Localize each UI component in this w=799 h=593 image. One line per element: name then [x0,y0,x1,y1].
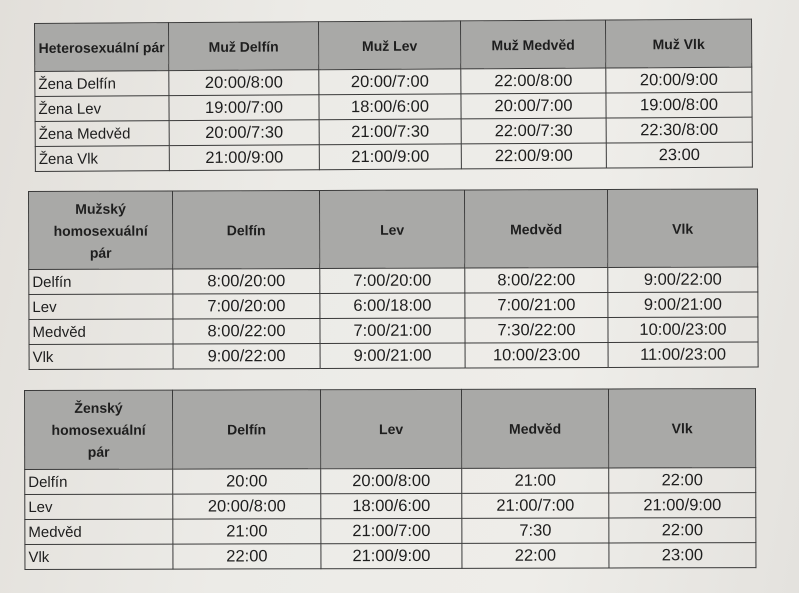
time-cell: 9:00/22:00 [608,267,758,293]
header-cell: Vlk [607,189,757,268]
time-cell: 21:00/9:00 [319,144,461,170]
row-label: Delfín [29,269,173,295]
header-cell-pair-type: Mužský homosexuální pár [29,191,173,270]
time-cell: 10:00/23:00 [608,317,758,343]
time-cell: 7:30/22:00 [465,317,608,342]
row-label: Medvěd [29,319,173,345]
header-cell-pair-type: Heterosexuální pár [35,23,169,72]
time-cell: 9:00/21:00 [608,292,758,318]
header-cell: Medvěd [461,389,608,468]
time-cell: 22:30/8:00 [606,117,752,143]
header-cell: Muž Delfín [169,22,319,71]
time-cell: 8:00/20:00 [173,268,320,294]
table-header-row [35,19,752,71]
table-row [29,342,758,370]
row-label: Žena Medvěd [35,121,169,147]
time-cell: 21:00/9:00 [169,145,319,171]
time-cell: 21:00/9:00 [609,493,756,518]
heterosexual-pair-table [34,19,753,172]
time-cell: 11:00/23:00 [608,342,758,368]
table-row [29,292,758,320]
time-cell: 7:00/21:00 [465,292,608,317]
header-cell: Muž Medvěd [460,20,605,69]
time-cell: 20:00/7:00 [461,93,606,119]
time-cell: 21:00/7:00 [462,493,609,518]
table-row [29,267,758,295]
time-cell: 8:00/22:00 [173,318,320,344]
header-cell: Muž Lev [318,21,460,70]
time-cell: 21:00/7:00 [321,518,462,543]
time-cell: 7:30 [462,518,609,543]
table-row [25,468,756,495]
time-cell: 19:00/7:00 [169,95,319,121]
time-cell: 19:00/8:00 [606,92,752,118]
time-cell: 22:00 [462,543,609,568]
time-cell: 20:00/7:30 [169,120,319,146]
time-cell: 8:00/22:00 [465,267,608,292]
time-cell: 21:00/7:30 [319,119,461,145]
table-row [25,493,756,520]
time-cell: 22:00/8:00 [461,68,606,94]
header-cell: Medvěd [464,189,607,267]
row-label: Delfín [25,469,173,494]
time-cell: 20:00/8:00 [321,468,462,493]
male-homosexual-pair-table [28,188,759,370]
row-label: Vlk [25,544,173,569]
row-label: Medvěd [25,519,173,544]
table-row [35,142,752,171]
time-cell: 22:00/7:30 [461,118,606,144]
row-label: Žena Lev [35,96,169,122]
header-cell: Vlk [608,389,755,468]
row-label: Lev [29,294,173,320]
time-cell: 18:00/6:00 [321,493,462,518]
time-cell: 7:00/20:00 [173,293,320,319]
time-cell: 18:00/6:00 [319,94,461,120]
time-cell: 22:00/9:00 [461,143,606,169]
time-cell: 20:00/7:00 [319,69,461,95]
time-cell: 22:00 [609,518,756,543]
time-cell: 20:00/8:00 [173,494,321,519]
time-cell: 7:00/21:00 [320,318,465,344]
time-cell: 21:00/9:00 [321,543,462,568]
time-cell: 22:00 [609,468,756,493]
header-cell: Lev [321,389,462,468]
time-cell: 21:00 [462,468,609,493]
row-label: Vlk [29,344,173,370]
female-homosexual-pair-table [24,388,756,570]
header-cell: Delfín [173,190,320,269]
time-cell: 10:00/23:00 [465,342,608,367]
header-cell-pair-type: Ženský homosexuální pár [25,390,173,469]
table-row [25,543,756,570]
time-cell: 20:00/9:00 [606,67,752,93]
time-cell: 9:00/21:00 [320,343,465,369]
time-cell: 23:00 [609,543,756,568]
header-cell: Delfín [173,390,321,469]
time-cell: 20:00/8:00 [169,70,319,96]
time-cell: 6:00/18:00 [320,293,465,319]
time-cell: 7:00/20:00 [320,268,465,294]
row-label: Žena Delfín [35,71,169,97]
table-header-row [29,189,758,270]
time-cell: 21:00 [173,519,321,544]
row-label: Lev [25,494,173,519]
header-cell: Lev [319,190,464,269]
time-cell: 9:00/22:00 [173,343,320,369]
time-cell: 23:00 [606,142,752,168]
time-cell: 22:00 [173,544,321,569]
table-row [25,518,756,545]
row-label: Žena Vlk [35,146,169,172]
table-row [29,317,758,345]
header-cell: Muž Vlk [605,19,751,68]
table-header-row [25,389,756,470]
time-cell: 20:00 [173,469,321,494]
